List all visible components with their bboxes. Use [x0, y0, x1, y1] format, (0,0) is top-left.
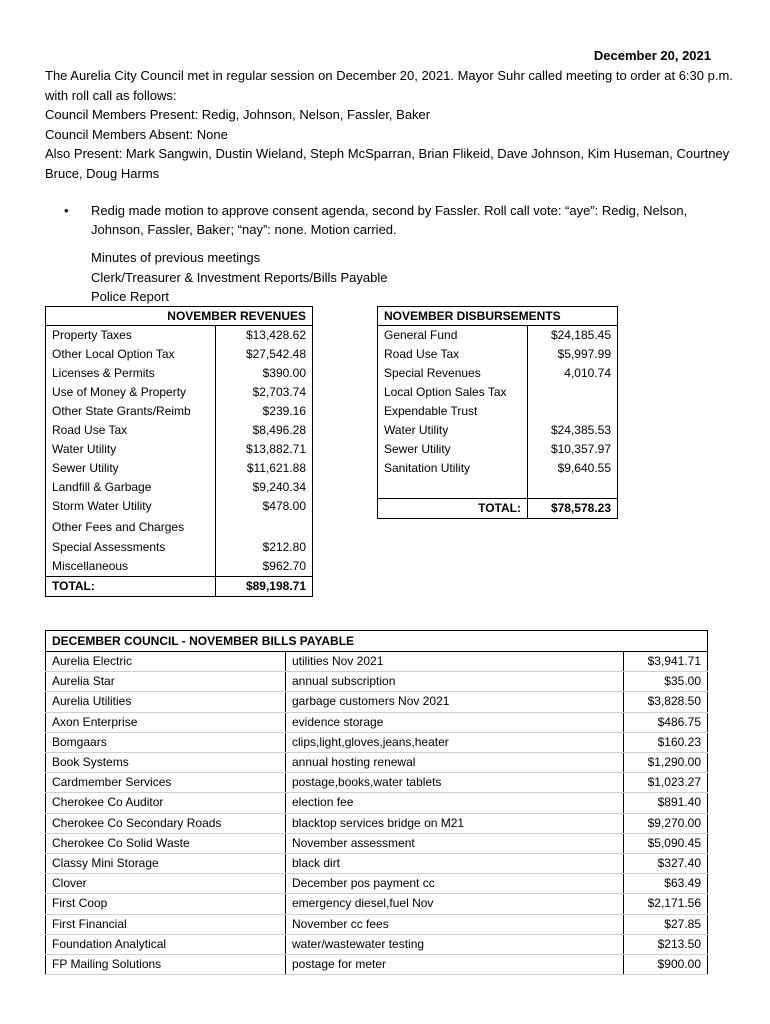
table-cell: Sewer Utility	[378, 440, 528, 459]
table-header	[46, 631, 708, 652]
table-cell: $1,290.00	[624, 753, 708, 773]
november-revenues-table	[45, 306, 313, 597]
table-cell: Water Utility	[378, 421, 528, 440]
table-cell: $900.00	[624, 955, 708, 975]
table-cell: Classy Mini Storage	[46, 854, 286, 874]
table-cell: garbage customers Nov 2021	[286, 692, 624, 712]
table-cell: $478.00	[262, 499, 306, 513]
table-cell: $35.00	[624, 672, 708, 692]
table-row	[46, 692, 708, 712]
table-cell: FP Mailing Solutions	[46, 955, 286, 975]
intro-paragraph	[45, 66, 735, 183]
table-row	[378, 440, 618, 459]
table-cell: $13,882.71	[245, 442, 306, 456]
table-cell: utilities Nov 2021	[286, 652, 624, 672]
table-cell: $2,171.56	[624, 894, 708, 914]
table-cell: 4,010.74	[564, 366, 611, 380]
table-cell: TOTAL:	[46, 577, 216, 597]
table-row	[378, 364, 618, 383]
total-row	[46, 577, 313, 597]
table-cell: postage for meter	[286, 955, 624, 975]
consent-agenda-items	[91, 248, 387, 307]
table-cell: $390.00	[262, 366, 306, 380]
table-cell: $327.40	[624, 854, 708, 874]
table-row	[46, 402, 313, 421]
table-row	[378, 402, 618, 421]
table-cell: $213.50	[624, 934, 708, 954]
table-row	[46, 955, 708, 975]
table-row	[46, 813, 708, 833]
bills-payable-table	[45, 630, 708, 975]
table-cell: First Financial	[46, 914, 286, 934]
table-row	[46, 914, 708, 934]
disbursements-title: NOVEMBER DISBURSEMENTS	[378, 307, 618, 326]
table-cell: $3,941.71	[624, 652, 708, 672]
consent-agenda-motion	[64, 201, 734, 239]
table-cell: Special Revenues	[378, 364, 528, 383]
table-cell: Aurelia Utilities	[46, 692, 286, 712]
table-cell: Water Utility	[46, 440, 216, 459]
table-cell: $24,185.45	[550, 328, 611, 342]
table-row	[378, 421, 618, 440]
table-cell: $78,578.23	[528, 499, 618, 519]
total-row	[378, 499, 618, 519]
table-cell: $9,640.55	[557, 461, 611, 475]
table-cell: $160.23	[624, 732, 708, 752]
also-present: Also Present: Mark Sangwin, Dustin Wieland, Steph McSparran, Brian Flikeid, Dave Johnson, Kim Huseman, Courtney Bruce, Doug Harms	[45, 146, 730, 181]
table-cell: Local Option Sales Tax	[378, 383, 528, 402]
table-cell: Other Fees and Charges	[46, 516, 216, 538]
table-cell: Cherokee Co Auditor	[46, 793, 286, 813]
table-row	[46, 753, 708, 773]
table-row	[46, 516, 313, 538]
table-cell: evidence storage	[286, 712, 624, 732]
table-row	[46, 364, 313, 383]
table-cell: First Coop	[46, 894, 286, 914]
table-header	[46, 307, 313, 326]
table-cell: $962.70	[262, 559, 306, 573]
members-absent: Council Members Absent: None	[45, 126, 228, 142]
table-cell	[528, 478, 618, 499]
table-row	[378, 459, 618, 478]
table-cell: Landfill & Garbage	[46, 478, 216, 497]
table-row	[378, 326, 618, 346]
bullet-icon: •	[64, 203, 69, 218]
table-cell: Storm Water Utility	[46, 497, 216, 516]
table-row	[46, 732, 708, 752]
table-cell: $239.16	[262, 404, 306, 418]
table-row	[46, 459, 313, 478]
table-cell: Road Use Tax	[46, 421, 216, 440]
table-cell: $9,270.00	[624, 813, 708, 833]
table-row	[46, 440, 313, 459]
bills-title: DECEMBER COUNCIL - NOVEMBER BILLS PAYABLE	[46, 631, 708, 652]
november-disbursements-table	[377, 306, 618, 519]
table-cell: $9,240.34	[252, 480, 306, 494]
table-row	[46, 854, 708, 874]
intro-opening: The Aurelia City Council met in regular session on December 20, 2021. Mayor Suhr called meeting to order at 6:30 p.m. with roll call as follows:	[45, 68, 733, 103]
table-cell: Cherokee Co Secondary Roads	[46, 813, 286, 833]
table-cell	[528, 383, 618, 402]
table-cell: November cc fees	[286, 914, 624, 934]
table-cell: $27,542.48	[245, 347, 306, 361]
table-row	[46, 383, 313, 402]
table-row	[46, 478, 313, 497]
table-cell: Expendable Trust	[378, 402, 528, 421]
table-cell: $3,828.50	[624, 692, 708, 712]
table-cell: $89,198.71	[216, 577, 313, 597]
table-row	[46, 833, 708, 853]
table-cell: Sewer Utility	[46, 459, 216, 478]
table-cell: Cardmember Services	[46, 773, 286, 793]
table-cell: black dirt	[286, 854, 624, 874]
table-header	[378, 307, 618, 326]
table-row	[46, 712, 708, 732]
table-cell: $27.85	[624, 914, 708, 934]
table-cell: emergency diesel,fuel Nov	[286, 894, 624, 914]
table-cell: Aurelia Electric	[46, 652, 286, 672]
table-cell: November assessment	[286, 833, 624, 853]
table-cell: annual subscription	[286, 672, 624, 692]
table-cell: $11,621.88	[246, 461, 306, 475]
table-cell: Clover	[46, 874, 286, 894]
table-cell: Cherokee Co Solid Waste	[46, 833, 286, 853]
table-cell: Foundation Analytical	[46, 934, 286, 954]
table-cell: $212.80	[262, 540, 306, 554]
table-row	[46, 773, 708, 793]
table-cell: TOTAL:	[378, 499, 528, 519]
table-cell: blacktop services bridge on M21	[286, 813, 624, 833]
table-cell: $63.49	[624, 874, 708, 894]
table-row	[46, 793, 708, 813]
table-row	[46, 557, 313, 577]
table-cell: Sanitation Utility	[378, 459, 528, 478]
table-row	[46, 894, 708, 914]
table-cell: General Fund	[378, 326, 528, 346]
table-cell: Bomgaars	[46, 732, 286, 752]
table-cell: water/wastewater testing	[286, 934, 624, 954]
revenues-title: NOVEMBER REVENUES	[46, 307, 313, 326]
table-cell: $1,023.27	[624, 773, 708, 793]
table-cell: $2,703.74	[252, 385, 306, 399]
table-cell: December pos payment cc	[286, 874, 624, 894]
table-cell	[216, 516, 313, 538]
table-cell: Axon Enterprise	[46, 712, 286, 732]
table-cell: Special Assessments	[46, 538, 216, 557]
table-row	[46, 421, 313, 440]
table-cell: Miscellaneous	[46, 557, 216, 577]
table-cell: clips,light,gloves,jeans,heater	[286, 732, 624, 752]
table-cell	[378, 478, 528, 499]
table-row	[46, 326, 313, 346]
agenda-item: Clerk/Treasurer & Investment Reports/Bills Payable	[91, 269, 388, 285]
table-cell: Other State Grants/Reimb	[46, 402, 216, 421]
table-cell: Book Systems	[46, 753, 286, 773]
agenda-item: Minutes of previous meetings	[91, 250, 261, 265]
table-cell: $8,496.28	[252, 423, 306, 437]
table-cell: Aurelia Star	[46, 672, 286, 692]
table-cell: $5,997.99	[557, 347, 611, 361]
blank-row	[378, 478, 618, 499]
table-row	[46, 874, 708, 894]
table-cell: Property Taxes	[46, 326, 216, 346]
table-cell: Other Local Option Tax	[46, 345, 216, 364]
motion-text: Redig made motion to approve consent agenda, second by Fassler. Roll call vote: “aye”: Redig, Nelson, Johnson, Fassler, Baker; “nay”: none. Motion carried.	[91, 203, 688, 237]
table-row	[46, 345, 313, 364]
meeting-date: December 20, 2021	[593, 48, 711, 63]
table-row	[46, 497, 313, 516]
table-row	[46, 934, 708, 954]
table-row	[378, 383, 618, 402]
table-cell: election fee	[286, 793, 624, 813]
agenda-item: Police Report	[91, 289, 170, 304]
table-cell: $486.75	[624, 712, 708, 732]
table-row	[46, 652, 708, 672]
table-cell: $13,428.62	[245, 328, 306, 342]
table-cell: $5,090.45	[624, 833, 708, 853]
table-cell: annual hosting renewal	[286, 753, 624, 773]
table-cell: $24,385.53	[550, 423, 611, 437]
table-row	[46, 538, 313, 557]
table-row	[378, 345, 618, 364]
table-cell	[528, 402, 618, 421]
table-row	[46, 672, 708, 692]
table-cell: Use of Money & Property	[46, 383, 216, 402]
table-cell: $891.40	[624, 793, 708, 813]
table-cell: postage,books,water tablets	[286, 773, 624, 793]
members-present: Council Members Present: Redig, Johnson, Nelson, Fassler, Baker	[45, 107, 431, 122]
table-cell: Licenses & Permits	[46, 364, 216, 383]
table-cell: $10,357.97	[550, 442, 611, 456]
table-cell: Road Use Tax	[378, 345, 528, 364]
